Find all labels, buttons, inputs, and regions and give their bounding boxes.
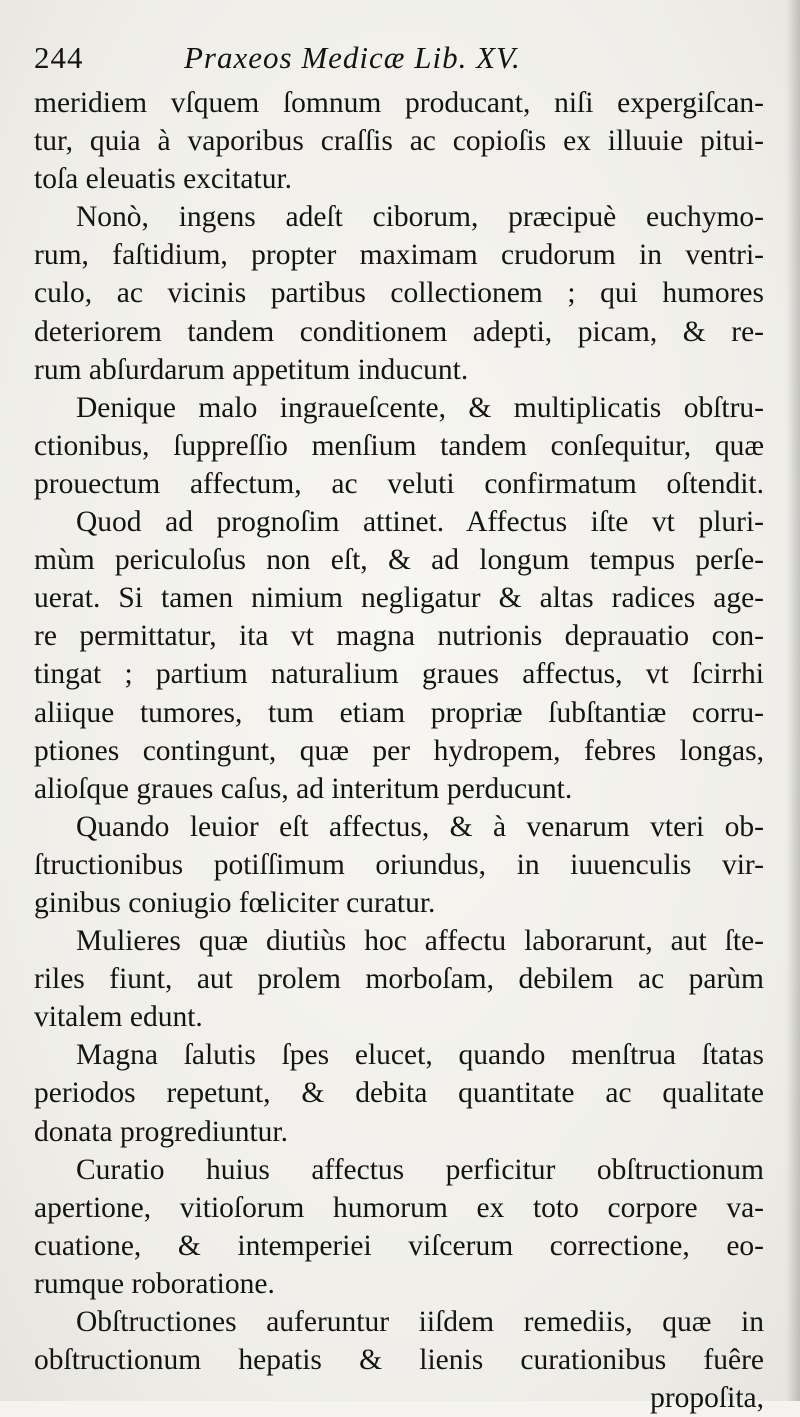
text-line: riles fiunt, aut prolem morboſam, debilem ac parùm xyxy=(34,963,764,996)
text-line: ſtructionibus potiſſimum oriundus, in iuuenculis vir- xyxy=(34,848,764,881)
text-line: deteriorem tandem conditionem adepti, picam, & re- xyxy=(34,315,764,348)
text-line: rum, faſtidium, propter maximam crudorum in ventri- xyxy=(34,239,764,272)
text-line: Curatio huius affectus perficitur obſtructionum xyxy=(76,1153,764,1186)
text-line: apertione, vitioſorum humorum ex toto corpore va- xyxy=(34,1191,764,1224)
text-line: meridiem vſquem ſomnum producant, niſi expergiſcan- xyxy=(34,87,764,119)
text-line: prouectum affectum, ac veluti confirmatum oſtendit. xyxy=(34,467,764,500)
text-line: Quod ad prognoſim attinet. Affectus iſte vt pluri- xyxy=(76,506,764,539)
text-line: aliique tumores, tum etiam propriæ ſubſtantiæ corru- xyxy=(34,696,764,729)
text-line: Nonò, ingens adeſt ciborum, præcipuè euchymo- xyxy=(76,201,764,234)
text-line: alioſque graues caſus, ad interitum perducunt. xyxy=(34,772,573,805)
text-line: Quando leuior eſt affectus, & à venarum vteri ob- xyxy=(76,810,764,843)
text-line: toſa eleuatis excitatur. xyxy=(34,163,293,196)
text-line: Mulieres quæ diutiùs hoc affectu laborarunt, aut ſte- xyxy=(76,925,764,958)
text-line: re permittatur, ita vt magna nutrionis deprauatio con- xyxy=(34,620,764,653)
text-line: tur, quia à vaporibus craſſis ac copioſis ex illuuie pitui- xyxy=(34,125,764,158)
text-line: Magna ſalutis ſpes elucet, quando menſtrua ſtatas xyxy=(76,1039,764,1072)
text-line: propoſita, xyxy=(650,1382,764,1415)
text-line: uerat. Si tamen nimium negligatur & altas radices age- xyxy=(34,582,764,615)
text-line: culo, ac vicinis partibus collectionem ; qui humores xyxy=(34,277,764,310)
text-line: donata progrediuntur. xyxy=(34,1115,288,1148)
page-edge-shadow xyxy=(786,0,800,1401)
text-line: mùm periculoſus non eſt, & ad longum tempus perſe- xyxy=(34,544,764,577)
page-header xyxy=(34,40,764,84)
body-text xyxy=(34,84,764,1417)
page-number: 244 xyxy=(34,40,84,75)
text-line: Obſtructiones auferuntur iiſdem remediis, quæ in xyxy=(76,1306,764,1338)
text-line: cuatione, & intemperiei viſcerum correctione, eo- xyxy=(34,1229,764,1262)
text-line: ginibus coniugio fœliciter curatur. xyxy=(34,886,436,919)
text-line: rum abſurdarum appetitum inducunt. xyxy=(34,353,469,386)
text-line: rumque roboratione. xyxy=(34,1267,275,1300)
text-line: obſtructionum hepatis & lienis curationibus fuêre xyxy=(34,1344,764,1377)
text-line: vitalem edunt. xyxy=(34,1001,203,1034)
running-title: Praxeos Medicæ Lib. XV. xyxy=(184,40,521,75)
text-line: Denique malo ingraueſcente, & multiplicatis obſtru- xyxy=(76,391,764,424)
text-line: ptiones contingunt, quæ per hydropem, febres longas, xyxy=(34,734,764,767)
text-line: periodos repetunt, & debita quantitate ac qualitate xyxy=(34,1077,764,1110)
text-line: ctionibus, ſuppreſſio menſium tandem conſequitur, quæ xyxy=(34,429,764,462)
text-line: tingat ; partium naturalium graues affectus, vt ſcirrhi xyxy=(34,658,764,691)
